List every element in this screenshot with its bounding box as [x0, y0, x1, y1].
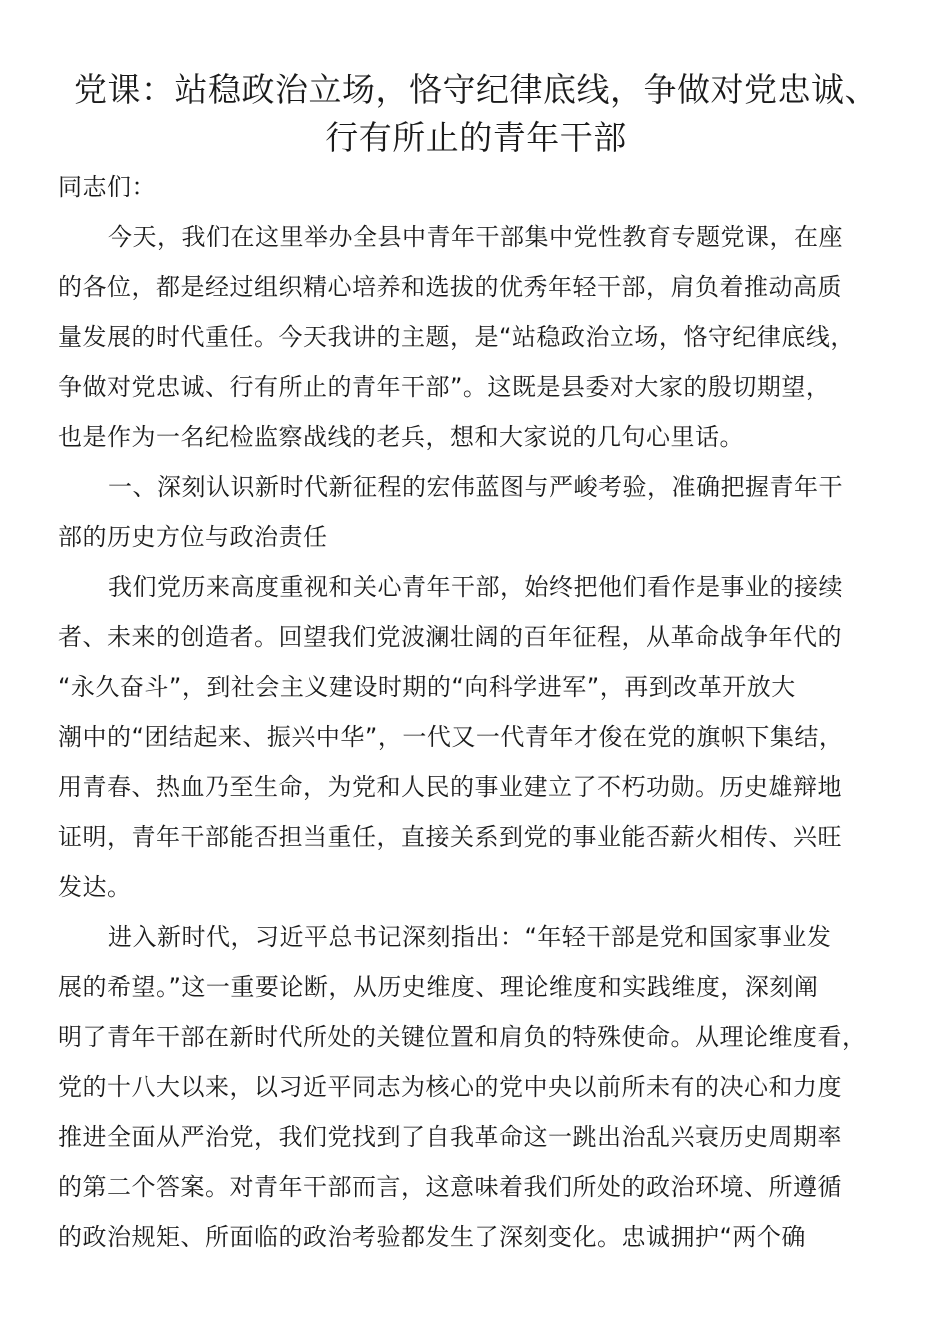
- paragraph-line: 的政治规矩、所面临的政治考验都发生了深刻变化。忠诚拥护“两个确: [58, 1223, 806, 1251]
- paragraph-line: 明了青年干部在新时代所处的关键位置和肩负的特殊使命。从理论维度看，: [58, 1023, 867, 1051]
- paragraph-line: 也是作为一名纪检监察战线的老兵，想和大家说的几句心里话。: [58, 423, 744, 451]
- paragraph-line: “永久奋斗”，到社会主义建设时期的“向科学进军”，再到改革开放大: [58, 673, 796, 701]
- paragraph-history: [58, 562, 894, 912]
- section-heading-one: [58, 462, 894, 562]
- paragraph-line: 争做对党忠诚、行有所止的青年干部”。这既是县委对大家的殷切期望，: [58, 373, 831, 401]
- document-page: [58, 66, 894, 1262]
- paragraph-line: 的各位，都是经过组织精心培养和选拔的优秀年轻干部，肩负着推动高质: [58, 273, 842, 301]
- paragraph-line: 的第二个答案。对青年干部而言，这意味着我们所处的政治环境、所遵循: [58, 1173, 842, 1201]
- paragraph-line: 潮中的“团结起来、振兴中华”，一代又一代青年才俊在党的旗帜下集结，: [58, 723, 844, 751]
- heading-line: 部的历史方位与政治责任: [58, 523, 328, 551]
- paragraph-line: 者、未来的创造者。回望我们党波澜壮阔的百年征程，从革命战争年代的: [58, 623, 842, 651]
- paragraph-line: 我们党历来高度重视和关心青年干部，始终把他们看作是事业的接续: [108, 573, 843, 601]
- title-line: 行有所止的青年干部: [325, 118, 627, 157]
- paragraph-line: 证明，青年干部能否担当重任，直接关系到党的事业能否薪火相传、兴旺: [58, 823, 842, 851]
- paragraph-line: 党的十八大以来，以习近平同志为核心的党中央以前所未有的决心和力度: [58, 1073, 842, 1101]
- paragraph-line: 发达。: [58, 873, 132, 901]
- paragraph-line: 进入新时代，习近平总书记深刻指出：“年轻干部是党和国家事业发: [108, 923, 832, 951]
- heading-line: 一、深刻认识新时代新征程的宏伟蓝图与严峻考验，准确把握青年干: [108, 473, 843, 501]
- paragraph-line: 今天，我们在这里举办全县中青年干部集中党性教育专题党课，在座: [108, 223, 843, 251]
- paragraph-line: 用青春、热血乃至生命，为党和人民的事业建立了不朽功勋。历史雄辩地: [58, 773, 842, 801]
- paragraph-line: 展的希望。”这一重要论断，从历史维度、理论维度和实践维度，深刻阐: [58, 973, 819, 1001]
- paragraph-line: 量发展的时代重任。今天我讲的主题，是“站稳政治立场，恪守纪律底线，: [58, 323, 855, 351]
- paragraph-new-era: [58, 912, 894, 1262]
- salutation: 同志们：: [58, 173, 156, 201]
- document-title: [58, 66, 894, 162]
- paragraph-intro: [58, 212, 894, 462]
- paragraph-line: 推进全面从严治党，我们党找到了自我革命这一跳出治乱兴衰历史周期率: [58, 1123, 842, 1151]
- title-line: 党课：站稳政治立场，恪守纪律底线，争做对党忠诚、: [74, 70, 878, 109]
